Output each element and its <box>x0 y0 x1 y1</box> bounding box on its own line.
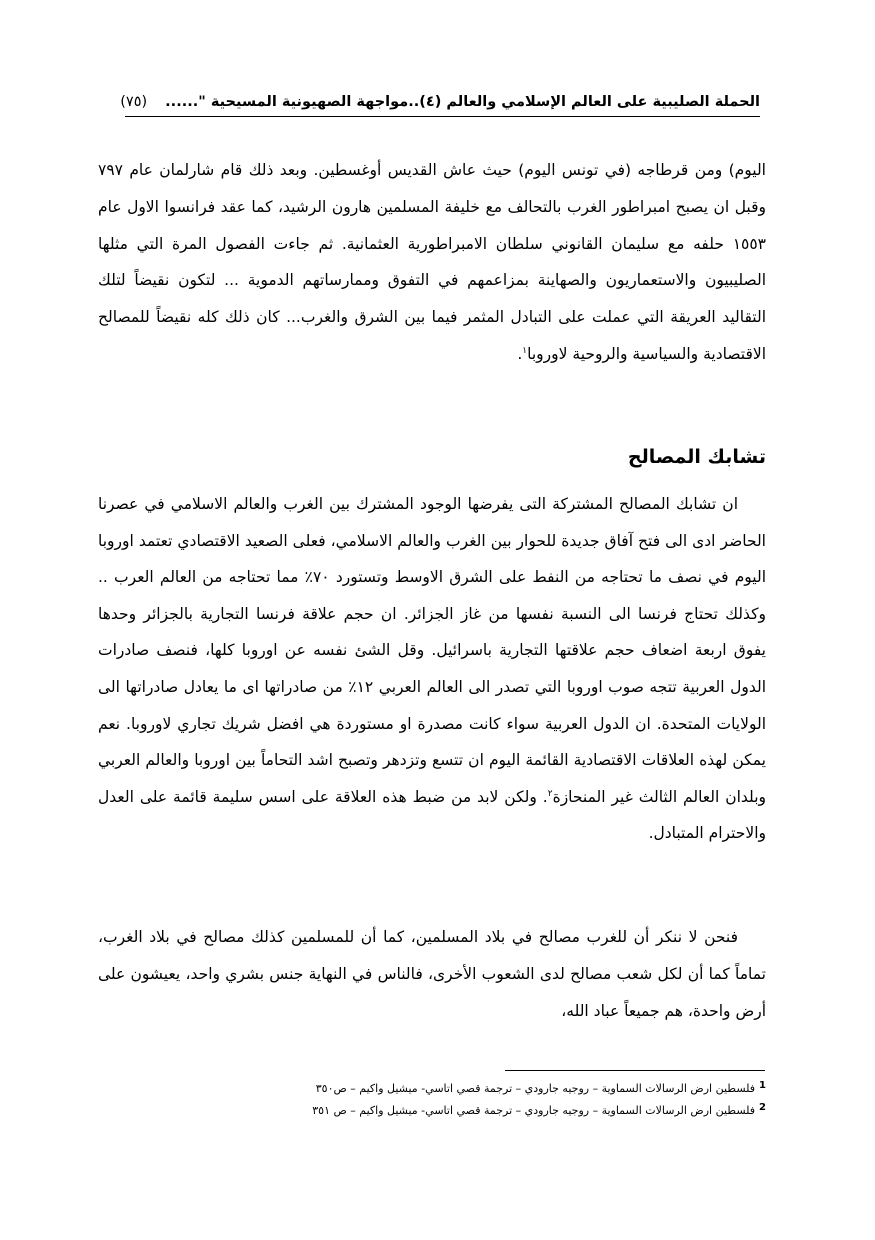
paragraph-2 <box>98 486 766 852</box>
paragraph-1 <box>98 152 766 373</box>
footnote-ref-1: ١ <box>522 345 528 356</box>
footnote-number: 1 <box>759 1080 766 1091</box>
paragraph-3 <box>98 919 766 1029</box>
paragraph-3-text: فنحن لا ننكر أن للغرب مصالح في بلاد المسلمين، كما أن للمسلمين كذلك مصالح في بلاد الغرب، تماماً كما أن لكل شعب مصالح لدى الشعوب الأخرى، فالناس في النهاية جنس بشري واحد، يعيشون على أرض واحدة، هم جميعاً عباد الله، <box>98 928 766 1020</box>
footnote-number: 2 <box>759 1102 766 1113</box>
footnote-ref-2: ٢ <box>547 788 553 799</box>
footnote-1 <box>98 1078 766 1100</box>
footnote-2 <box>98 1100 766 1122</box>
paragraph-1-text: اليوم) ومن قرطاجه (في تونس اليوم) حيث عاش القديس أوغسطين. وبعد ذلك قام شارلمان عام ٧٩٧ وقبل ان يصبح امبراطور الغرب بالتحالف مع خليفة المسلمين هارون الرشيد، كما عقد فرانسوا الاول عام ١٥٥٣ حلفه مع سليمان القانوني سلطان الامبراطورية العثمانية. ثم جاءت الفصول المرة التي مثلها الصليبيون والاستعماريون والصهاينة بمزاعمهم في التفوق وممارساتهم الدموية ... لتكون نقيضاً لتلك التقاليد العريقة التي عملت على التبادل المثمر فيما بين الشرق والغرب... كان ذلك كله نقيضاً للمصالح الاقتصادية والسياسية والروحية لاوروبا <box>98 161 766 363</box>
section-heading: تشابك المصالح <box>627 446 766 468</box>
paragraph-2-text: ان تشابك المصالح المشتركة التى يفرضها الوجود المشترك بين الغرب والعالم الاسلامي في عصرنا الحاضر ادى الى فتح آفاق جديدة للحوار بين الغرب والعالم الاسلامي، فعلى الصعيد الاقتصادي تعتمد اوروبا اليوم في نصف ما تحتاجه من النفط على الشرق الاوسط وتستورد ٧٠٪ مما تحتاجه من العالم العرب .. وكذلك تحتاج فرنسا الى النسبة نفسها من غاز الجزائر. ان حجم علاقة فرنسا التجارية بالجزائر وحدها يفوق اربعة اضعاف حجم علاقتها التجارية باسرائيل. وقل الشئ نفسه عن اوروبا كلها، فنصف صادرات الدول العربية تتجه صوب اوروبا التي تصدر الى العالم العربي ١٢٪ من صادراتها اى ما يعادل صادراتها الى الولايات المتحدة. ان الدول العربية سواء كانت مصدرة او مستوردة هي افضل شريك تجاري لاوروبا. نعم يمكن لهذه العلاقات الاقتصادية القائمة اليوم ان تتسع وتزدهر وتصبح اشد التحاماً بين اوروبا والعالم العربي وبلدان العالم الثالث غير المنحازة <box>98 495 767 806</box>
footnote-separator <box>505 1070 765 1071</box>
footnote-text: فلسطين ارض الرسالات السماوية – روجيه جارودي – ترجمة قصي اتاسي- ميشيل واكيم – ص٣٥٠ <box>315 1082 756 1095</box>
footnotes <box>98 1078 766 1122</box>
footnote-text: فلسطين ارض الرسالات السماوية – روجيه جارودي – ترجمة قصي اتاسي- ميشيل واكيم – ص ٣٥١ <box>312 1104 756 1117</box>
page-header <box>120 88 760 117</box>
paragraph-1-end: . <box>517 344 523 363</box>
paragraph-2-end: . ولكن لابد من ضبط هذه العلاقة على اسس سليمة قائمة على العدل والاحترام المتبادل. <box>98 787 766 843</box>
running-title: الحملة الصليبية على العالم الإسلامي والعالم (٤)..مواجهة الصهيونية المسيحية "...... <box>165 94 760 110</box>
page-number: (٧٥) <box>120 94 148 110</box>
